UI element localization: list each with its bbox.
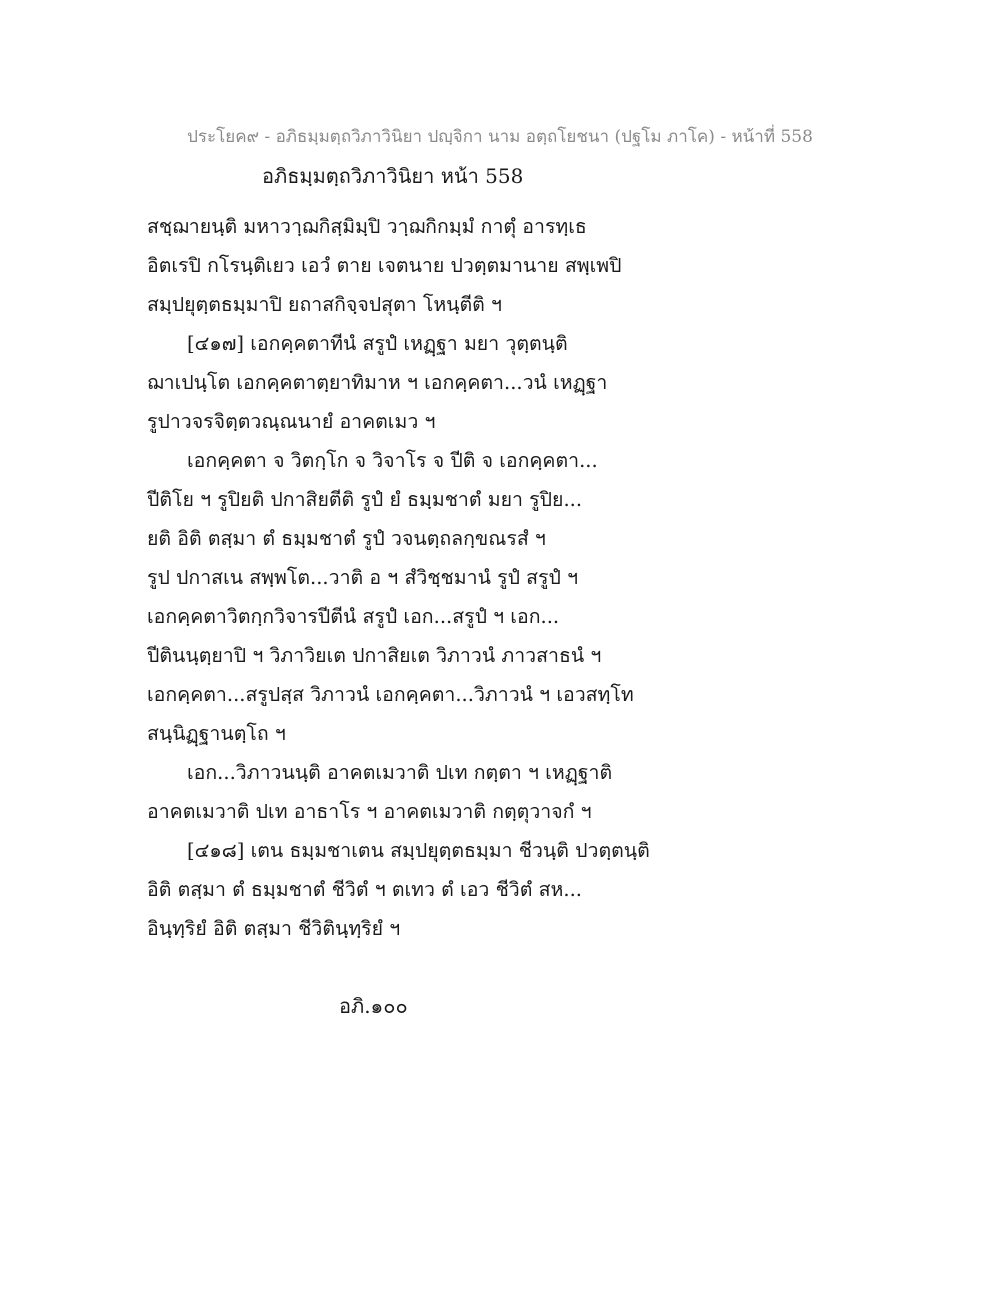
text-line: รูป ปกาสเน สพฺพโต...วาติ อ ฯ สํวิชฺชมานํ รูปํ สรูปํ ฯ <box>147 566 579 589</box>
running-header <box>0 123 1000 150</box>
paragraph-418-start: [๔๑๘] เตน ธมฺมชาเตน สมฺปยุตฺตธมฺมา ชีวนฺติ ปวตฺตนฺติ <box>187 839 650 862</box>
text-line: อินฺทฺริยํ อิติ ตสฺมา ชีวิตินฺทฺริยํ ฯ <box>147 917 401 940</box>
text-line: เอกคฺคตาวิตกฺกวิจารปีตีนํ สรูปํ เอก...สรูปํ ฯ เอก... <box>147 605 560 628</box>
text-line: ยติ อิติ ตสฺมา ตํ ธมฺมชาตํ รูปํ วจนตฺถลกฺขณรสํ ฯ <box>147 527 546 550</box>
text-line: สมฺปยุตฺตธมฺมาปิ ยถาสกิจฺจปสุตา โหนฺตีติ ฯ <box>147 293 502 316</box>
text-line: ฌาเปนฺโต เอกคฺคตาตฺยาทิมาห ฯ เอกคฺคตา...วนํ เหฏฺฐา <box>147 371 608 394</box>
paragraph-417-start: [๔๑๗] เอกคฺคตาทีนํ สรูปํ เหฏฺฐา มยา วุตฺตนฺติ <box>187 332 568 355</box>
text-line: รูปาวจรจิตฺตวณฺณนายํ อาคตเมว ฯ <box>147 410 436 433</box>
footer-signature: อภิ.๑๐๐ <box>339 994 408 1018</box>
text-line: สชฺฌายนฺติ มหาวาฺฌกิสฺมิมฺปิ วาฺฌกิกมฺมํ กาตุํ อารทฺเธ <box>147 215 587 238</box>
paragraph-start: เอกคฺคตา จ วิตกฺโก จ วิจาโร จ ปีติ จ เอกคฺคตา... <box>187 449 598 472</box>
text-line: ปีตินนฺตฺยาปิ ฯ วิภาวิยเต ปกาสิยเต วิภาวนํ ภาวสาธนํ ฯ <box>147 644 602 667</box>
text-line: อิตเรปิ กโรนฺติเยว เอวํ ตาย เจตนาย ปวตฺตมานาย สพฺเพปิ <box>147 254 622 277</box>
page-title: อภิธมฺมตฺถวิภาวินิยา หน้า 558 <box>262 164 524 188</box>
text-line: สนฺนิฏฺฐานตฺโถ ฯ <box>147 722 286 745</box>
running-header-text: ประโยค๙ - อภิธมฺมตฺถวิภาวินิยา ปญฺจิกา นาม อตฺถโยชนา (ปฐโม ภาโค) - หน้าที่ 558 <box>187 127 813 147</box>
text-line: อิติ ตสฺมา ตํ ธมฺมชาตํ ชีวิตํ ฯ ตเทว ตํ เอว ชีวิตํ สห... <box>147 878 582 901</box>
text-line: ปีติโย ฯ รูปิยติ ปกาสิยตีติ รูปํ ยํ ธมฺมชาตํ มยา รูปิย... <box>147 488 583 511</box>
paragraph-start: เอก...วิภาวนนฺติ อาคตเมวาติ ปเท กตฺตา ฯ เหฏฺฐาติ <box>187 761 613 784</box>
text-line: อาคตเมวาติ ปเท อาธาโร ฯ อาคตเมวาติ กตฺตุวาจกํ ฯ <box>147 800 592 823</box>
text-line: เอกคฺคตา...สรูปสฺส วิภาวนํ เอกคฺคตา...วิภาวนํ ฯ เอวสทฺโท <box>147 683 634 706</box>
body-text <box>147 207 707 948</box>
